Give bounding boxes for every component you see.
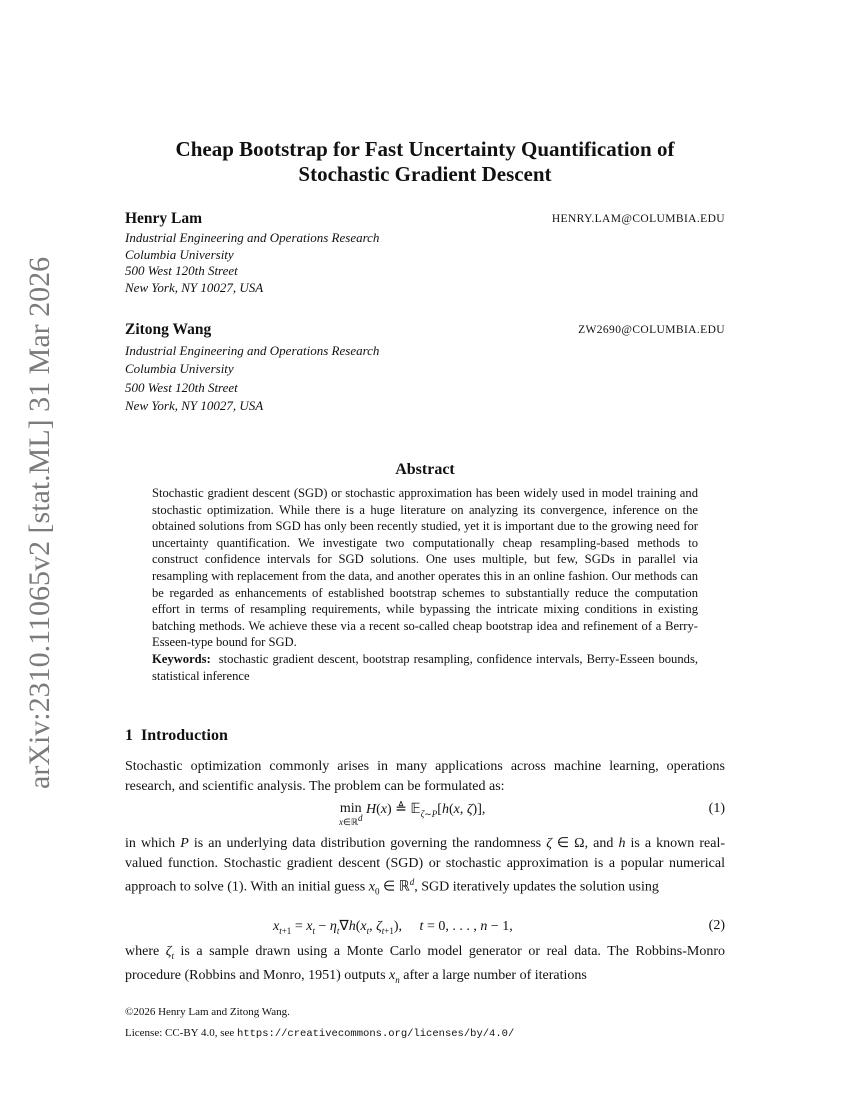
title-line-1: Cheap Bootstrap for Fast Uncertainty Quantification of — [175, 137, 675, 161]
copyright-symbol: © — [125, 1006, 134, 1018]
keywords-label: Keywords: — [152, 651, 211, 666]
author-name: Zitong Wang — [125, 321, 212, 338]
title-line-2: Stochastic Gradient Descent — [298, 162, 552, 186]
author-affiliation-line: Industrial Engineering and Operations Research — [125, 343, 380, 358]
text-run: is an underlying data distribution governing the randomness — [188, 836, 547, 851]
intro-paragraph-3: where $\zeta_t$ is a sample drawn using a Monte Carlo model generator or real data. The Robbins-Monro procedure (Robbins and Monro, 1951) outputs $x_n$ after a large number of iterations — [125, 944, 726, 986]
author-affiliation-line: New York, NY 10027, USA — [125, 398, 264, 414]
abstract-body — [152, 485, 698, 684]
license-prefix: License: CC-BY 4.0, see — [125, 1027, 238, 1039]
abstract-text: Stochastic gradient descent (SGD) or stochastic approximation has been widely used in model training and stochastic optimization. While there is a huge literature on analyzing its convergence, inference on the obtained solutions from SGD has only been recently studied, yet it is important due to the growing need for uncertainty quantification. We investigate two computationally cheap resampling-based methods to construct confidence intervals for SGD solutions. One uses multiple, but few, SGDs in parallel via resampling with replacement from the data, and another operates this in an online fashion. Our methods can be regarded as enhancements of established bootstrap schemes to substantially reduce the computation effort in terms of resampling requirements, while bypassing the intricate mixing conditions in existing batching methods. We achieve these via a recent so-called cheap bootstrap idea and refinement of a Berry-Esseen-type bound for SGD. — [152, 486, 698, 650]
equation-1-body: min x∈ℝ$^d$ H(x) ≜ 𝔼$_{\zeta\sim P}$[h(x, ζ)], — [339, 801, 486, 827]
equation-2 — [125, 918, 725, 938]
license-link[interactable]: https://creativecommons.org/licenses/by/4.0/ — [237, 1028, 515, 1040]
text-run: where — [125, 944, 166, 959]
section-number: 1 — [125, 727, 133, 744]
section-heading — [125, 727, 228, 745]
author-name: Henry Lam — [125, 210, 203, 227]
author-affiliation-line: New York, NY 10027, USA — [125, 280, 264, 296]
copyright-text: 2026 Henry Lam and Zitong Wang. — [133, 1006, 290, 1018]
author-affiliation-line: Columbia University — [125, 246, 234, 262]
arxiv-side-identifier: arXiv:2310.11065v2 [stat.ML] 31 Mar 2026 — [23, 256, 56, 789]
section-title: Introduction — [141, 727, 228, 744]
intro-paragraph-1: Stochastic optimization commonly arises in many applications across machine learning, operations research, and scientific analysis. The problem can be formulated as: — [125, 759, 725, 794]
author-block-1 — [125, 210, 725, 297]
copyright-footnote — [125, 1006, 725, 1018]
author-affiliation-line: 500 West 120th Street — [125, 379, 238, 395]
text-run: after a large number of iterations — [399, 968, 587, 984]
text-run: is a sample drawn using a Monte Carlo model generator or real data. The Robbins-Monro procedure (Robbins and Monro, 1951) outputs — [125, 944, 726, 984]
text-run: , SGD iteratively updates the solution using — [414, 879, 659, 895]
keywords-text: stochastic gradient descent, bootstrap resampling, confidence intervals, Berry-Esseen bounds, statistical inference — [152, 651, 698, 683]
abstract-heading: Abstract — [395, 461, 455, 478]
author-affiliation-line: Industrial Engineering and Operations Research — [125, 230, 380, 245]
license-footnote — [125, 1027, 725, 1040]
author-email[interactable]: ZW2690@COLUMBIA.EDU — [578, 324, 725, 336]
equation-2-number: (2) — [708, 918, 725, 933]
text-run: , and — [584, 836, 619, 851]
equation-2-body: $x_{t+1} = x_t - \eta_t\nabla h(x_t$, $\zeta_{t+1}$), t = 0, . . . , n − 1, — [273, 919, 513, 936]
author-email[interactable]: HENRY.LAM@COLUMBIA.EDU — [551, 213, 725, 225]
text-run: in which — [125, 836, 181, 851]
intro-paragraph-2: in which P is an underlying data distribution governing the randomness ζ ∈ Ω, and h is a known real-valued function. Stochastic gradient descent (SGD) or stochastic approximation is a popular numerical approach to solve (1). With an initial guess $x_0$ ∈ ℝ$^d$, SGD iteratively updates the solution using — [125, 836, 725, 897]
author-affiliation-line: 500 West 120th Street — [125, 263, 238, 279]
equation-1 — [125, 801, 725, 831]
author-block-2 — [125, 321, 725, 416]
author-affiliation-line: Columbia University — [125, 361, 234, 377]
text-run: is a known real-valued function. Stochastic gradient descent (SGD) or stochastic approximation is a popular numerical approach to solve (1). With an initial guess — [125, 836, 725, 895]
equation-1-number: (1) — [708, 801, 725, 816]
paper-title — [125, 137, 725, 187]
